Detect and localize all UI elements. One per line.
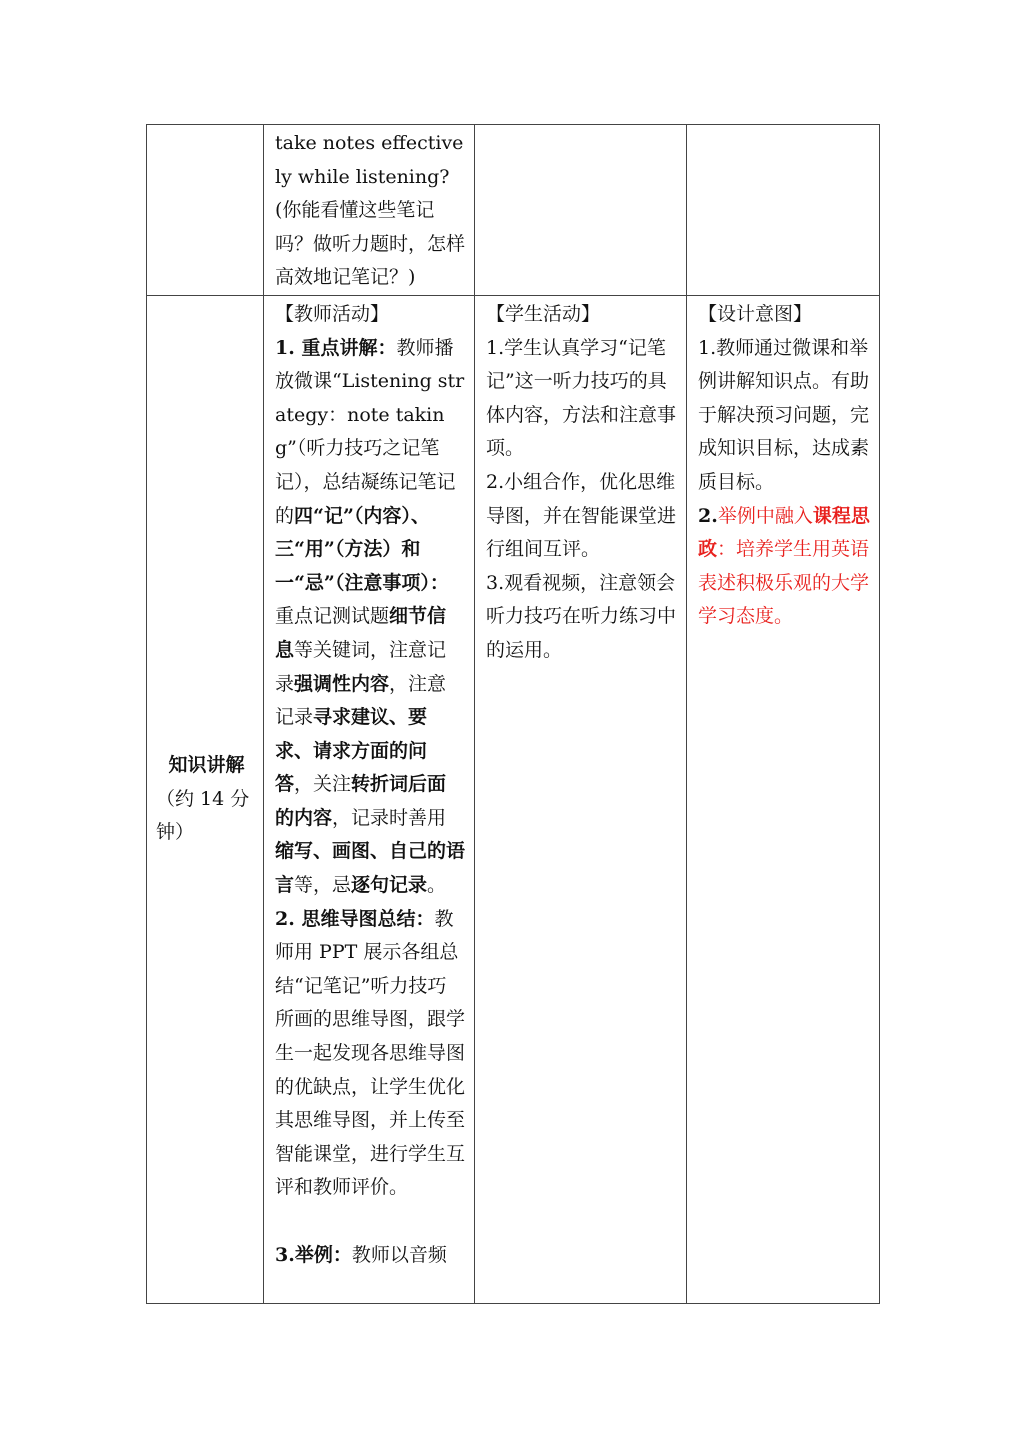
teacher-activity-cell [264, 295, 475, 1303]
teacher-continued-text: take notes effectively while listening? (你能看懂这些笔记吗？做听力题时，怎样高效地记笔记？) [275, 132, 466, 289]
student-item-3: 3.观看视频，注意领会听力技巧在听力练习中的运用。 [486, 571, 677, 661]
stage-cell [147, 295, 264, 1303]
design-intent-heading: 【设计意图】 [698, 302, 813, 325]
design-intent-cell [687, 295, 880, 1303]
spacer [275, 1205, 465, 1239]
design-item-2: 2.举例中融入课程思政：培养学生用英语表述积极乐观的大学学习态度。 [698, 504, 870, 628]
stage-duration: （约 14 分钟） [156, 787, 250, 844]
design-item-1: 1.教师通过微课和举例讲解知识点。有助于解决预习问题，完成知识目标，达成素质目标。 [698, 336, 870, 493]
design-cell-empty [687, 125, 880, 296]
student-cell-empty [475, 125, 687, 296]
teacher-cell-continued [264, 125, 475, 296]
stage-title: 知识讲解 [168, 754, 245, 777]
teacher-point-3: 3.举例：教师以音频 [275, 1243, 447, 1266]
student-activity-cell [475, 295, 687, 1303]
teacher-point-2: 2. 思维导图总结：教师用 PPT 展示各组总结“记笔记”听力技巧所画的思维导图，跟学生一起发现各思维导图的优缺点，让学生优化其思维导图，并上传至智能课堂，进行学生互评和教师评价。 [275, 907, 466, 1199]
student-item-1: 1.学生认真学习“记笔记”这一听力技巧的具体内容，方法和注意事项。 [486, 336, 677, 460]
teacher-activity-heading: 【教师活动】 [275, 302, 390, 325]
lesson-plan-table [146, 124, 880, 1304]
table-row [147, 125, 880, 296]
teacher-point-1: 1. 重点讲解：教师播放微课“Listening strategy：note taking”（听力技巧之记笔记），总结凝练记笔记的四“记”（内容）、三“用”（方法）和一“忌”（注意事项）：重点记测试题细节信息等关键词，注意记录强调性内容，注意记录寻求建议、要求、请求方面的问答，关注转折词后面的内容，记录时善用缩写、画图、自己的语言等，忌逐句记录。 [275, 336, 466, 897]
student-item-2: 2.小组合作，优化思维导图，并在智能课堂进行组间互评。 [486, 470, 677, 561]
stage-cell-empty [147, 125, 264, 296]
student-activity-heading: 【学生活动】 [486, 302, 601, 325]
table-row [147, 295, 880, 1303]
